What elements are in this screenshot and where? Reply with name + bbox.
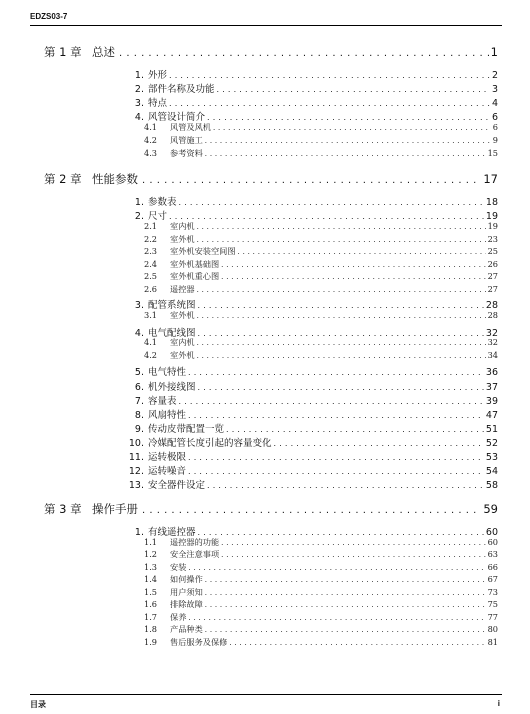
toc-section-entry[interactable] [128, 393, 498, 407]
toc-entry-title: 部件名称及功能 [148, 84, 215, 95]
toc-entry-page: 67 [487, 574, 498, 584]
dot-leader [229, 639, 485, 647]
toc-entry-number: 第 2 章 [44, 172, 82, 186]
toc-section-entry[interactable] [128, 297, 498, 311]
dot-leader [198, 383, 484, 392]
dot-leader [205, 626, 486, 634]
toc-entry-title: 室外机 [170, 310, 195, 320]
toc-entry-number: 10. [128, 438, 144, 449]
toc-entry-number: 1. [134, 197, 144, 208]
toc-sub-entry[interactable] [144, 599, 498, 610]
toc-sub-entry[interactable] [144, 148, 498, 159]
toc-entry-page: 53 [485, 452, 498, 463]
toc-entry-title: 风管施工 [170, 135, 203, 145]
toc-sub-entry[interactable] [144, 587, 498, 598]
toc-section-entry[interactable] [128, 67, 498, 81]
toc-entry-page: 2 [491, 70, 498, 81]
toc-entry-title: 冷媒配管长度引起的容量变化 [148, 438, 272, 449]
dot-leader [213, 124, 491, 132]
toc-entry-page: 59 [483, 502, 498, 516]
toc-entry-number: 4.1 [144, 122, 158, 132]
toc-entry-number: 1. [134, 70, 144, 81]
toc-entry-number: 2.4 [144, 259, 158, 269]
dot-leader [197, 286, 486, 294]
dot-leader [226, 425, 484, 434]
toc-entry-title: 操作手册 [92, 502, 138, 516]
toc-entry-number: 4.3 [144, 148, 158, 158]
dot-leader [169, 71, 490, 80]
toc-entry-title: 运转噪音 [148, 466, 187, 477]
toc-entry-title: 配管系统图 [148, 300, 196, 311]
toc-entry-title: 容量表 [148, 396, 177, 407]
toc-entry-title: 室内机 [170, 337, 195, 347]
toc-entry-title: 室外机安装空间图 [170, 246, 236, 256]
toc-sub-entry[interactable] [144, 624, 498, 635]
toc-entry-title: 售后服务及保修 [170, 637, 228, 647]
toc-section-entry[interactable] [128, 364, 498, 378]
toc-sub-entry[interactable] [144, 337, 498, 348]
toc-section-entry[interactable] [128, 81, 498, 95]
toc-entry-page: 75 [487, 599, 498, 609]
toc-entry-number: 2. [134, 211, 144, 222]
toc-entry-page: 28 [485, 300, 498, 311]
toc-entry-page: 26 [487, 259, 498, 269]
toc-entry-number: 1.1 [144, 537, 158, 547]
toc-entry-title: 运转极限 [148, 452, 187, 463]
toc-entry-number: 2.5 [144, 271, 158, 281]
toc-entry-number: 2.6 [144, 284, 158, 294]
dot-leader [207, 481, 484, 490]
toc-entry-page: 60 [485, 527, 498, 538]
dot-leader [221, 551, 485, 559]
toc-entry-page: 32 [485, 328, 498, 339]
toc-chapter-entry[interactable] [44, 171, 498, 187]
toc-entry-page: 52 [485, 438, 498, 449]
toc-entry-page: 81 [487, 637, 498, 647]
dot-leader [205, 601, 486, 609]
toc-entry-number: 5. [134, 367, 144, 378]
dot-leader [197, 339, 486, 347]
toc-entry-page: 47 [485, 410, 498, 421]
toc-entry-title: 参数表 [148, 197, 177, 208]
dot-leader [188, 614, 485, 622]
toc-entry-number: 1.9 [144, 637, 158, 647]
toc-entry-page: 18 [485, 197, 498, 208]
footer-page-number: i [497, 699, 500, 708]
toc-entry-page: 19 [485, 211, 498, 222]
toc-entry-page: 23 [487, 234, 498, 244]
dot-leader [169, 212, 484, 221]
toc-entry-number: 4. [134, 112, 144, 123]
toc-entry-title: 如何操作 [170, 574, 203, 584]
toc-entry-number: 13. [128, 480, 144, 491]
toc-sub-entry[interactable] [144, 122, 498, 133]
dot-leader [142, 175, 481, 186]
dot-leader [188, 453, 484, 462]
toc-entry-title: 有线遥控器 [148, 527, 196, 538]
toc-entry-page: 73 [487, 587, 498, 597]
toc-sub-entry[interactable] [144, 350, 498, 361]
toc-entry-number: 1.2 [144, 549, 158, 559]
dot-leader [169, 99, 490, 108]
dot-leader [205, 576, 486, 584]
toc-entry-number: 12. [128, 466, 144, 477]
toc-entry-title: 安装 [170, 562, 187, 572]
toc-entry-title: 用户须知 [170, 587, 203, 597]
toc-entry-number: 11. [128, 452, 144, 463]
toc-entry-number: 第 1 章 [44, 45, 82, 59]
dot-leader [207, 113, 490, 122]
toc-entry-title: 遥控器 [170, 284, 195, 294]
dot-leader [205, 589, 486, 597]
toc-section-entry[interactable] [128, 95, 498, 109]
toc-entry-title: 风管设计简介 [148, 112, 206, 123]
toc-entry-title: 保养 [170, 612, 187, 622]
dot-leader [221, 261, 485, 269]
toc-entry-number: 2.1 [144, 221, 158, 231]
toc-entry-page: 32 [487, 337, 498, 347]
toc-entry-page: 28 [487, 310, 498, 320]
toc-entry-number: 2.2 [144, 234, 158, 244]
toc-entry-title: 安全器件设定 [148, 480, 206, 491]
toc-entry-title: 风管及风机 [170, 122, 211, 132]
toc-entry-page: 27 [487, 284, 498, 294]
toc-entry-number: 6. [134, 382, 144, 393]
dot-leader [188, 411, 484, 420]
toc-entry-number: 1.7 [144, 612, 158, 622]
dot-leader [179, 397, 484, 406]
toc-entry-title: 传动皮带配置一览 [148, 424, 225, 435]
dot-leader [142, 505, 481, 516]
toc-sub-entry[interactable] [144, 221, 498, 232]
toc-entry-page: 66 [487, 562, 498, 572]
toc-entry-title: 尺寸 [148, 211, 168, 222]
toc-section-entry[interactable] [128, 407, 498, 421]
toc-entry-number: 7. [134, 396, 144, 407]
toc-sub-entry[interactable] [144, 271, 498, 282]
toc-section-entry[interactable] [128, 463, 498, 477]
toc-entry-number: 4.2 [144, 135, 158, 145]
toc-entry-title: 电气特性 [148, 367, 187, 378]
dot-leader [179, 198, 484, 207]
dot-leader [188, 564, 485, 572]
toc-entry-title: 性能参数 [92, 172, 138, 186]
toc-entry-title: 风扇特性 [148, 410, 187, 421]
toc-entry-title: 室内机 [170, 221, 195, 231]
toc-entry-title: 总述 [92, 45, 115, 59]
dot-leader [198, 301, 484, 310]
toc-entry-title: 室外机基础图 [170, 259, 220, 269]
toc-entry-page: 80 [487, 624, 498, 634]
toc-section-entry[interactable] [128, 477, 498, 491]
toc-sub-entry[interactable] [144, 284, 498, 295]
toc-entry-title: 电气配线图 [148, 328, 196, 339]
toc-section-entry[interactable] [128, 524, 498, 538]
toc-entry-number: 1.6 [144, 599, 158, 609]
toc-entry-title: 参考资料 [170, 148, 203, 158]
toc-section-entry[interactable] [128, 421, 498, 435]
toc-entry-title: 安全注意事项 [170, 549, 220, 559]
toc-section-entry[interactable] [128, 449, 498, 463]
toc-entry-page: 9 [492, 135, 498, 145]
toc-entry-page: 60 [487, 537, 498, 547]
toc-entry-number: 3. [134, 98, 144, 109]
toc-entry-page: 58 [485, 480, 498, 491]
toc-entry-number: 3.1 [144, 310, 158, 320]
toc-sub-entry[interactable] [144, 246, 498, 257]
toc-entry-number: 1.8 [144, 624, 158, 634]
toc-entry-number: 2.3 [144, 246, 158, 256]
toc-entry-number: 4.2 [144, 350, 158, 360]
dot-leader [188, 368, 484, 377]
dot-leader [198, 528, 484, 537]
toc-entry-page: 63 [487, 549, 498, 559]
toc-entry-title: 室外机重心图 [170, 271, 220, 281]
toc-entry-title: 室外机 [170, 350, 195, 360]
toc-entry-title: 特点 [148, 98, 168, 109]
toc-entry-page: 4 [491, 98, 498, 109]
dot-leader [274, 439, 484, 448]
toc-entry-page: 6 [491, 112, 498, 123]
toc-section-entry[interactable] [128, 208, 498, 222]
toc-entry-title: 机外接线图 [148, 382, 196, 393]
toc-sub-entry[interactable] [144, 637, 498, 648]
dot-leader [119, 48, 489, 59]
toc-entry-title: 室外机 [170, 234, 195, 244]
toc-entry-number: 第 3 章 [44, 502, 82, 516]
toc-entry-number: 3. [134, 300, 144, 311]
toc-entry-number: 1.4 [144, 574, 158, 584]
toc-entry-page: 51 [485, 424, 498, 435]
dot-leader [217, 85, 490, 94]
toc-entry-page: 1 [490, 45, 498, 59]
toc-entry-page: 3 [491, 84, 498, 95]
footer-rule [30, 694, 502, 695]
toc-entry-number: 2. [134, 84, 144, 95]
toc-section-entry[interactable] [128, 379, 498, 393]
toc-sub-entry[interactable] [144, 574, 498, 585]
toc-entry-page: 36 [485, 367, 498, 378]
dot-leader [205, 150, 486, 158]
toc-sub-entry[interactable] [144, 310, 498, 321]
toc-sub-entry[interactable] [144, 612, 498, 623]
toc-sub-entry[interactable] [144, 259, 498, 270]
dot-leader [197, 236, 486, 244]
toc-entry-number: 1. [134, 527, 144, 538]
toc-sub-entry[interactable] [144, 549, 498, 560]
toc-sub-entry[interactable] [144, 234, 498, 245]
dot-leader [205, 137, 491, 145]
toc-entry-page: 27 [487, 271, 498, 281]
toc-entry-title: 外形 [148, 70, 168, 81]
toc-entry-title: 排除故障 [170, 599, 203, 609]
toc-entry-page: 25 [487, 246, 498, 256]
toc-entry-number: 8. [134, 410, 144, 421]
dot-leader [197, 352, 486, 360]
footer-section-label: 目录 [30, 700, 46, 709]
dot-leader [197, 223, 486, 231]
toc-entry-page: 19 [487, 221, 498, 231]
toc-sub-entry[interactable] [144, 135, 498, 146]
toc-entry-number: 9. [134, 424, 144, 435]
toc-entry-page: 15 [487, 148, 498, 158]
dot-leader [238, 248, 486, 256]
toc-entry-title: 产品种类 [170, 624, 203, 634]
toc-entry-page: 54 [485, 466, 498, 477]
toc-entry-page: 37 [485, 382, 498, 393]
toc-entry-page: 34 [487, 350, 498, 360]
toc-sub-entry[interactable] [144, 537, 498, 548]
toc-entry-number: 1.5 [144, 587, 158, 597]
dot-leader [188, 467, 484, 476]
toc-section-entry[interactable] [128, 194, 498, 208]
toc-entry-number: 4. [134, 328, 144, 339]
toc-section-entry[interactable] [128, 435, 498, 449]
toc-entry-page: 17 [483, 172, 498, 186]
toc-chapter-entry[interactable] [44, 44, 498, 60]
toc-section-entry[interactable] [128, 109, 498, 123]
toc-chapter-entry[interactable] [44, 501, 498, 517]
dot-leader [221, 539, 485, 547]
document-code: EDZS03-7 [30, 12, 68, 21]
toc-entry-page: 6 [492, 122, 498, 132]
toc-entry-number: 4.1 [144, 337, 158, 347]
toc-entry-page: 39 [485, 396, 498, 407]
dot-leader [197, 312, 486, 320]
toc-sub-entry[interactable] [144, 562, 498, 573]
dot-leader [221, 273, 485, 281]
toc-entry-title: 遥控器的功能 [170, 537, 220, 547]
toc-entry-page: 77 [487, 612, 498, 622]
toc-entry-number: 1.3 [144, 562, 158, 572]
